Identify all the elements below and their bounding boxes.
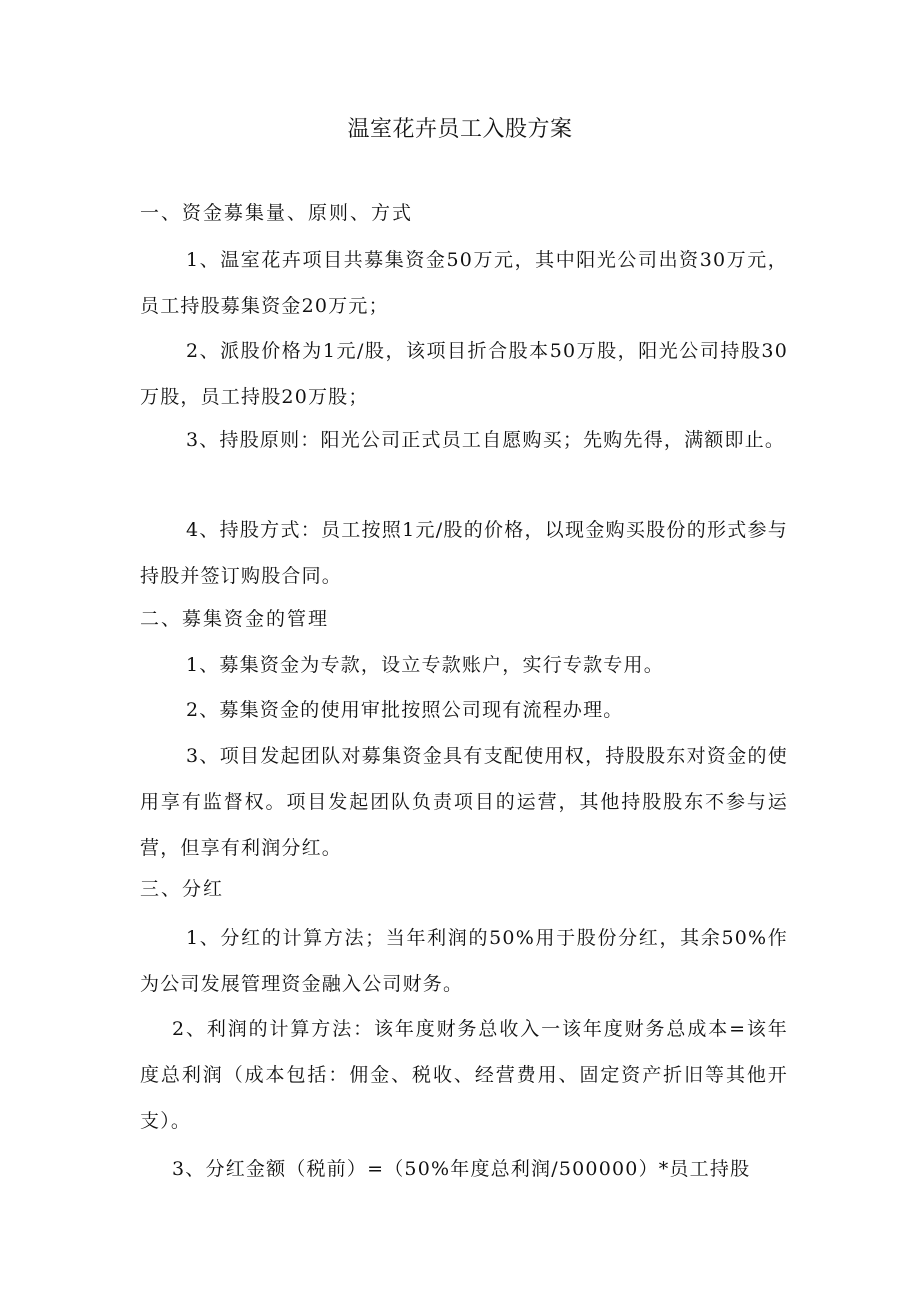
section-heading-fundraising: 一、资金募集量、原则、方式 [140,202,414,224]
paragraph-dedicated-fund: 1、募集资金为专款，设立专款账户，实行专款专用。 [186,654,664,676]
paragraph-profit-calculation: 2、利润的计算方法：该年度财务总收入一该年度财务总成本=该年度总利润（成本包括：佣金、税收、经营费用、固定资产折旧等其他开支）。 [140,1018,788,1132]
document-title: 温室花卉员工入股方案 [347,117,573,142]
paragraph-dividend-amount: 3、分红金额（税前）=（50%年度总利润/500000）*员工持股 [172,1158,751,1180]
section-heading-fund-management: 二、募集资金的管理 [140,608,330,630]
paragraph-fund-amount: 1、温室花卉项目共募集资金50万元，其中阳光公司出资30万元，员工持股募集资金20万元； [140,249,788,317]
paragraph-holding-method: 4、持股方式：员工按照1元/股的价格，以现金购买股份的形式参与持股并签订购股合同。 [140,519,788,587]
paragraph-dividend-calculation: 1、分红的计算方法；当年利润的50%用于股份分红，其余50%作为公司发展管理资金融入公司财务。 [140,927,788,995]
section-heading-dividend: 三、分红 [140,878,225,900]
paragraph-holding-principle: 3、持股原则：阳光公司正式员工自愿购买；先购先得，满额即止。 [186,429,786,451]
paragraph-usage-rights: 3、项目发起团队对募集资金具有支配使用权，持股股东对资金的使用享有监督权。项目发起团队负责项目的运营，其他持股股东不参与运营，但享有利润分红。 [140,745,788,859]
paragraph-approval-process: 2、募集资金的使用审批按照公司现有流程办理。 [186,699,624,721]
paragraph-share-price: 2、派股价格为1元/股，该项目折合股本50万股，阳光公司持股30万股，员工持股20万股； [140,340,788,408]
